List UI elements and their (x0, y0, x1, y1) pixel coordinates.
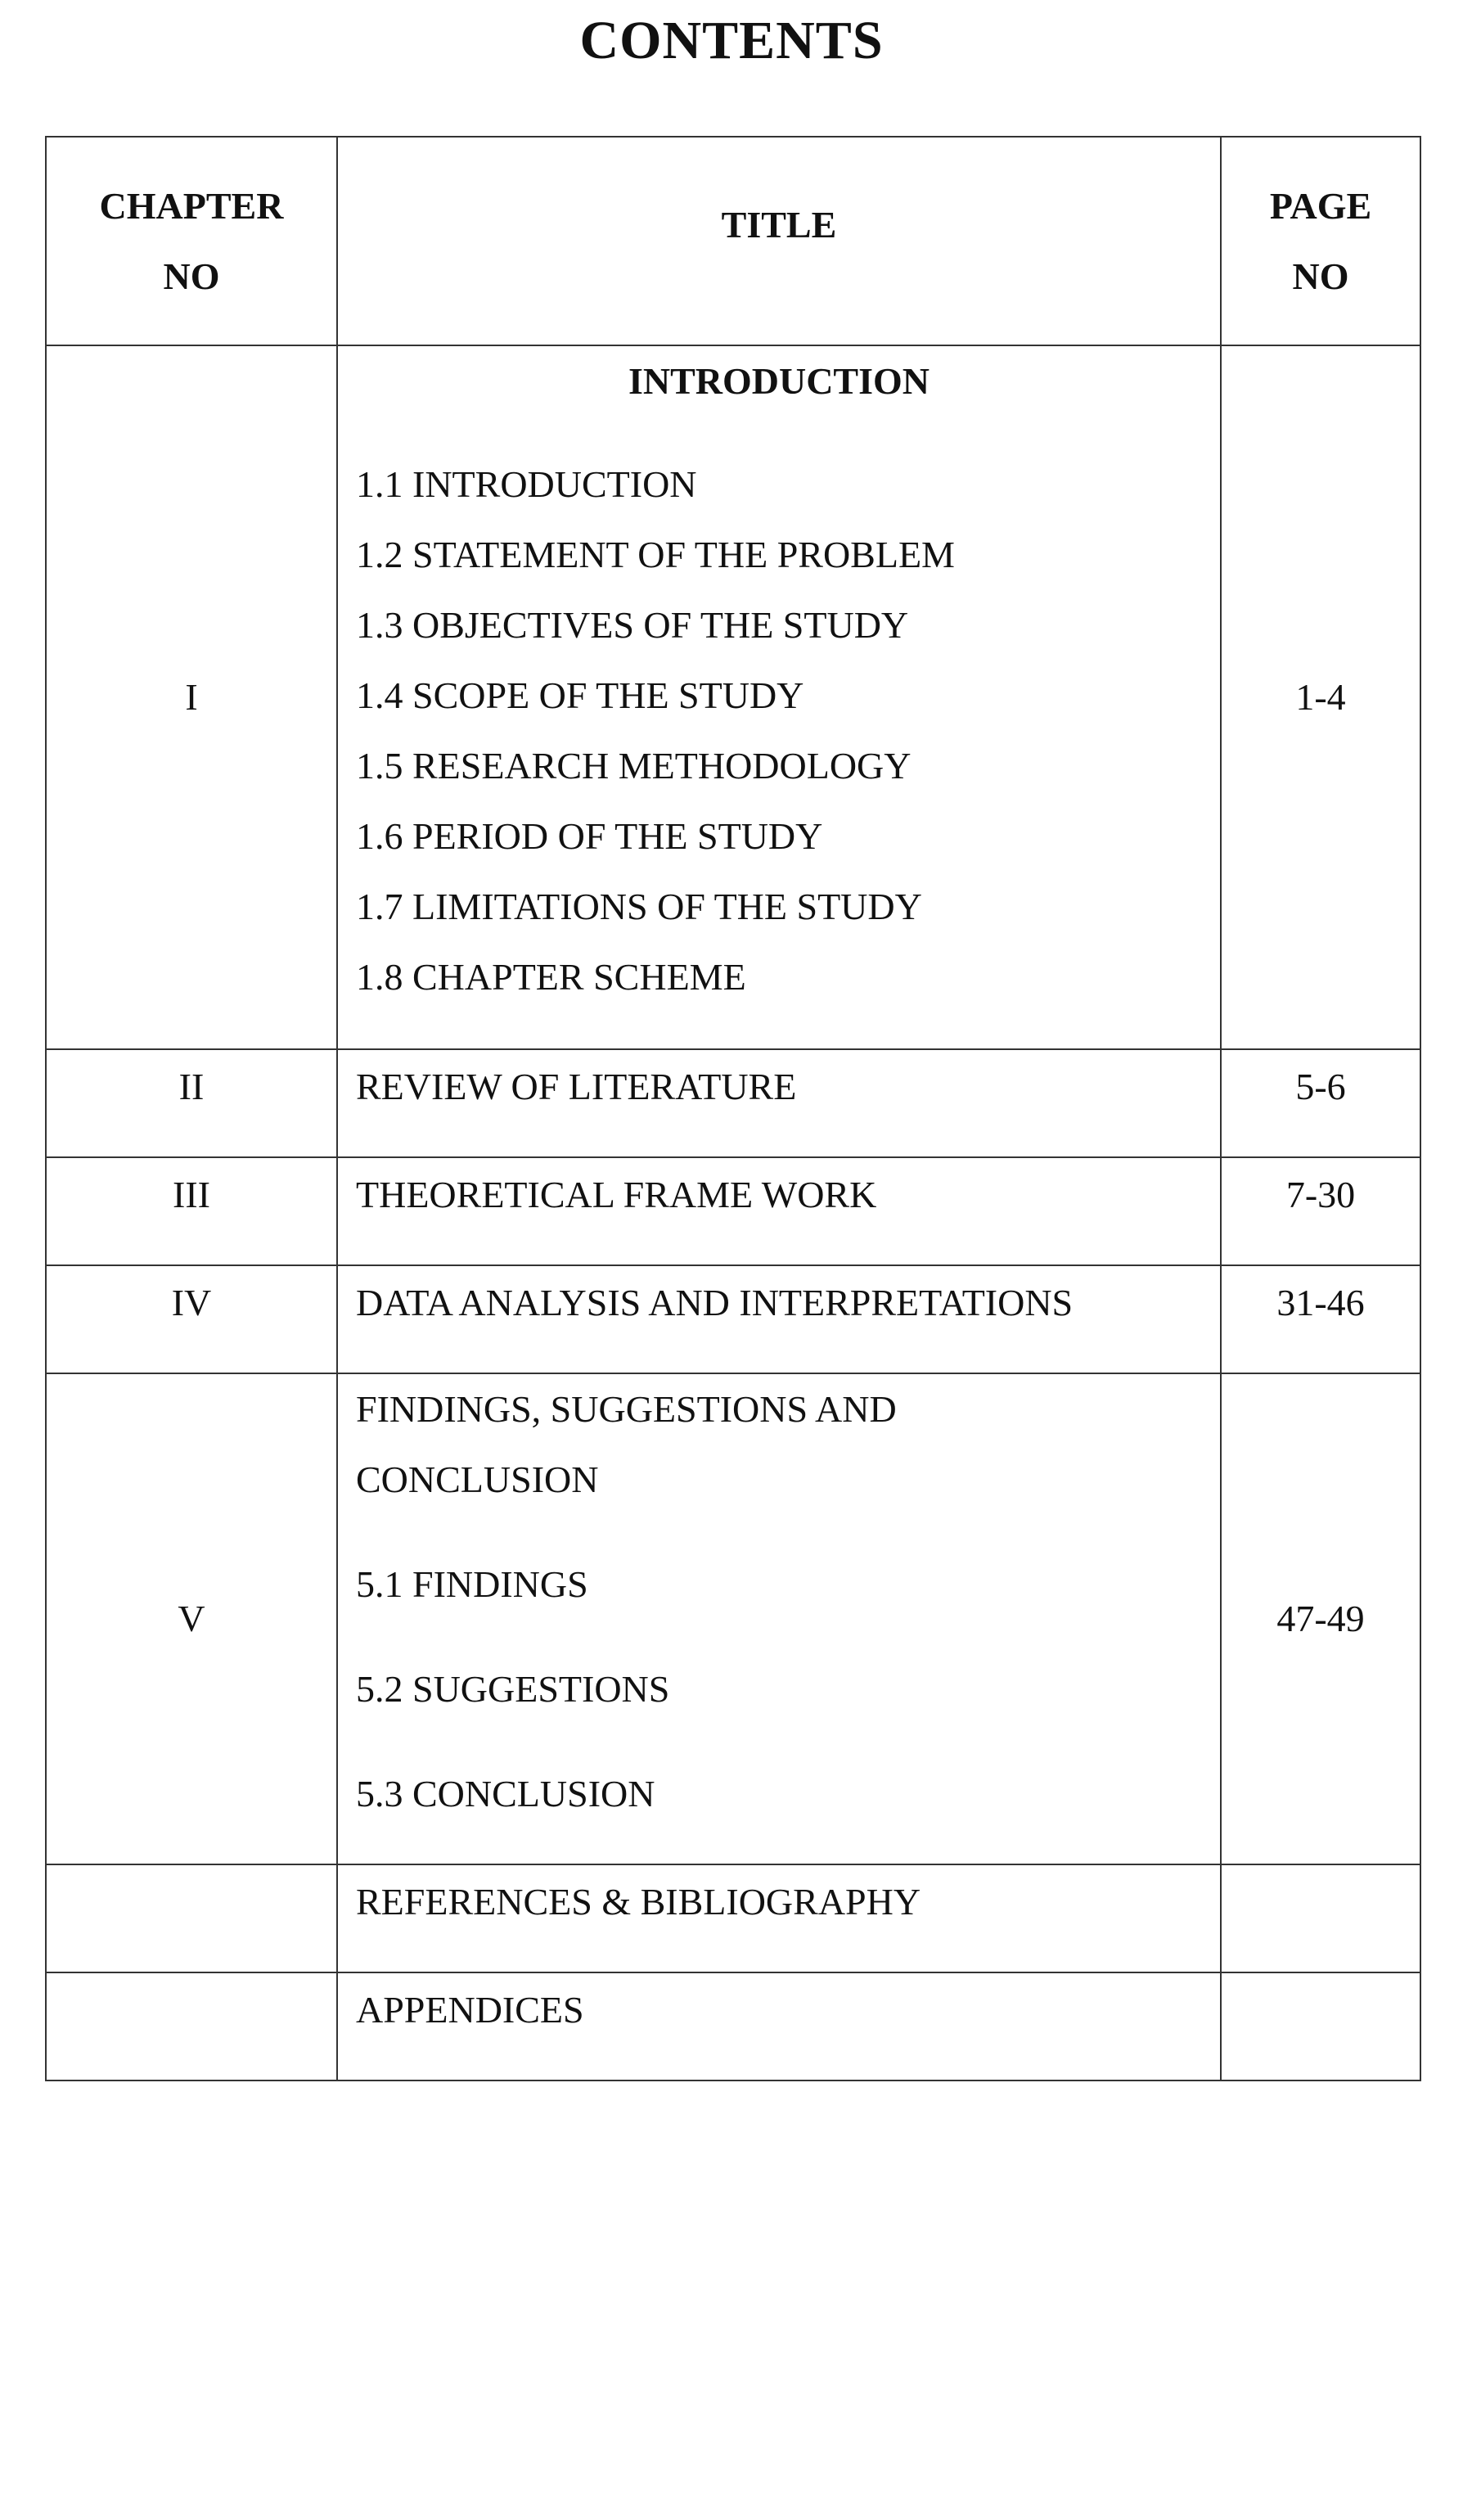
table-row-chapter-2 (46, 1049, 1420, 1157)
page-range: 31-46 (1221, 1265, 1420, 1373)
chapter-number: I (46, 345, 337, 1049)
table-row-references (46, 1864, 1420, 1972)
page-range: 7-30 (1221, 1157, 1420, 1265)
page-range (1221, 1864, 1420, 1972)
chapter-title: REVIEW OF LITERATURE (337, 1049, 1221, 1157)
chapter-title: DATA ANALYSIS AND INTERPRETATIONS (337, 1265, 1221, 1373)
table-row-chapter-3 (46, 1157, 1420, 1265)
table-header-row (46, 137, 1420, 345)
chapter-title: APPENDICES (337, 1972, 1221, 2080)
chapter-number: IV (46, 1265, 337, 1373)
section-item: 1.5 RESEARCH METHODOLOGY (356, 745, 912, 787)
header-chapter-line1: CHAPTER (99, 184, 284, 227)
chapter-title: REFERENCES & BIBLIOGRAPHY (337, 1864, 1221, 1972)
chapter-number: II (46, 1049, 337, 1157)
section-list (356, 1549, 1220, 1829)
chapter-title-cell (337, 1373, 1221, 1864)
chapter-number (46, 1972, 337, 2080)
table-row-chapter-5 (46, 1373, 1420, 1864)
section-item: 1.1 INTRODUCTION (356, 463, 697, 505)
chapter-number: V (46, 1373, 337, 1864)
section-item: 5.3 CONCLUSION (356, 1773, 655, 1814)
chapter-heading: INTRODUCTION (628, 360, 930, 402)
header-page-line2: NO (1292, 255, 1349, 297)
chapter-number (46, 1864, 337, 1972)
header-page-line1: PAGE (1269, 184, 1372, 227)
header-chapter-line2: NO (163, 255, 220, 297)
table-row-appendices (46, 1972, 1420, 2080)
header-chapter-no (46, 137, 337, 345)
contents-table (45, 136, 1421, 2081)
table-row-chapter-1 (46, 345, 1420, 1049)
page-range: 1-4 (1221, 345, 1420, 1049)
chapter-title-cell (337, 345, 1221, 1049)
section-item: 1.6 PERIOD OF THE STUDY (356, 815, 823, 857)
table-row-chapter-4 (46, 1265, 1420, 1373)
section-item: 1.7 LIMITATIONS OF THE STUDY (356, 886, 922, 927)
page-range: 5-6 (1221, 1049, 1420, 1157)
chapter-title: THEORETICAL FRAME WORK (337, 1157, 1221, 1265)
section-item: 5.2 SUGGESTIONS (356, 1668, 670, 1710)
section-list (356, 449, 1220, 1012)
page-range: 47-49 (1221, 1373, 1420, 1864)
section-item: 1.3 OBJECTIVES OF THE STUDY (356, 604, 909, 646)
chapter-title-line2: CONCLUSION (356, 1458, 599, 1500)
section-item: 1.4 SCOPE OF THE STUDY (356, 674, 804, 716)
page-title: CONTENTS (579, 11, 884, 70)
chapter-title-line1: FINDINGS, SUGGESTIONS AND (356, 1388, 897, 1430)
header-page-no (1221, 137, 1420, 345)
header-title: TITLE (337, 137, 1221, 345)
chapter-number: III (46, 1157, 337, 1265)
page-range (1221, 1972, 1420, 2080)
section-item: 5.1 FINDINGS (356, 1563, 588, 1605)
section-item: 1.8 CHAPTER SCHEME (356, 956, 746, 998)
section-item: 1.2 STATEMENT OF THE PROBLEM (356, 534, 955, 575)
